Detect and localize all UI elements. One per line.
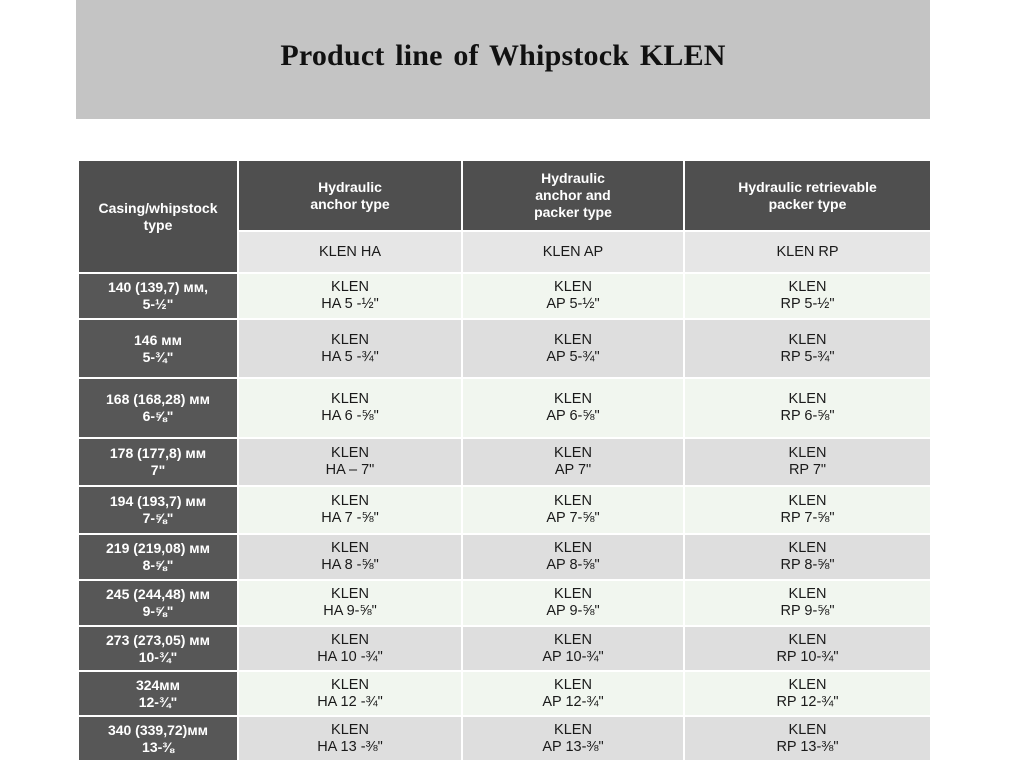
rp-cell-line: RP 7-⅝" xyxy=(780,510,835,526)
header-ap-line-2: anchor and xyxy=(535,187,611,203)
ap-cell-line: KLEN xyxy=(554,540,592,556)
rp-cell xyxy=(685,274,930,318)
ha-cell xyxy=(239,439,463,485)
ap-cell-line: AP 9-⅝" xyxy=(546,603,600,619)
ha-cell xyxy=(239,379,463,437)
ha-cell-line: KLEN xyxy=(331,493,369,509)
ha-cell xyxy=(239,320,463,377)
table-row xyxy=(79,715,930,760)
rp-cell-line: RP 5-¾" xyxy=(780,348,835,365)
casing-cell xyxy=(79,627,239,670)
rp-cell-line: KLEN xyxy=(788,279,827,295)
table-row xyxy=(79,579,930,625)
casing-cell-line: 5-½" xyxy=(142,296,174,312)
ap-cell xyxy=(463,487,685,533)
header-anchor-packer xyxy=(463,161,685,232)
ap-cell-line: AP 12-¾" xyxy=(542,693,604,710)
ap-cell-line: AP 5-½" xyxy=(546,296,600,312)
ap-cell xyxy=(463,320,685,377)
rp-cell-line: KLEN xyxy=(788,540,827,556)
ha-cell-line: KLEN xyxy=(331,586,369,602)
ap-cell-line: AP 6-⅝" xyxy=(546,408,600,424)
model-row xyxy=(239,232,930,272)
ap-cell xyxy=(463,439,685,485)
ha-cell xyxy=(239,672,463,715)
ap-cell xyxy=(463,581,685,625)
ap-cell-line: AP 10-¾" xyxy=(542,648,604,665)
ha-cell-line: HA – 7" xyxy=(325,462,375,478)
ha-cell xyxy=(239,274,463,318)
ha-cell-line: HA 6 -⅝" xyxy=(321,408,379,424)
rp-cell-line: KLEN xyxy=(788,676,827,693)
model-ap: KLEN AP xyxy=(463,232,685,272)
casing-cell-line: 9-⅝" xyxy=(142,603,174,619)
ha-cell-line: KLEN xyxy=(331,721,369,738)
ap-cell-line: AP 13-⅜" xyxy=(542,738,604,755)
ap-cell-line: KLEN xyxy=(554,279,592,295)
header-ap-line-1: Hydraulic xyxy=(541,170,605,186)
ha-cell-line: HA 5 -½" xyxy=(321,296,379,312)
rp-cell-line: RP 8-⅝" xyxy=(780,557,835,573)
ap-cell-line: AP 5-¾" xyxy=(546,348,600,365)
casing-cell-line: 340 (339,72)мм xyxy=(107,721,209,738)
header-retrievable-packer xyxy=(685,161,930,232)
ha-cell xyxy=(239,581,463,625)
rp-cell xyxy=(685,535,930,579)
ha-cell-line: KLEN xyxy=(331,391,369,407)
casing-cell-line: 8-⅝" xyxy=(142,557,174,573)
casing-cell-line: 7" xyxy=(150,462,166,478)
table-row xyxy=(79,272,930,318)
header-ap-line-3: packer type xyxy=(534,204,612,220)
rp-cell xyxy=(685,379,930,437)
ap-cell-line: KLEN xyxy=(554,631,592,648)
casing-cell-line: 5-¾" xyxy=(142,348,174,365)
header-hydraulic-anchor xyxy=(239,161,463,232)
model-rp: KLEN RP xyxy=(685,232,930,272)
ha-cell-line: HA 7 -⅝" xyxy=(321,510,379,526)
ha-cell-line: HA 8 -⅝" xyxy=(321,557,379,573)
ha-cell-line: KLEN xyxy=(331,631,369,648)
table-row xyxy=(79,437,930,485)
table-row xyxy=(79,625,930,670)
casing-cell-line: 219 (219,08) мм xyxy=(106,540,210,556)
casing-cell-line: 178 (177,8) мм xyxy=(109,445,207,461)
ap-cell xyxy=(463,379,685,437)
casing-cell-line: 13-⅜ xyxy=(142,738,174,755)
ha-cell xyxy=(239,487,463,533)
table-header xyxy=(79,161,930,272)
ha-cell xyxy=(239,535,463,579)
rp-cell-line: RP 10-¾" xyxy=(776,648,839,665)
ap-cell-line: KLEN xyxy=(554,676,592,693)
ha-cell-line: HA 5 -¾" xyxy=(321,348,379,365)
ap-cell-line: KLEN xyxy=(554,445,592,461)
casing-cell-line: 10-¾" xyxy=(138,648,178,665)
rp-cell-line: RP 5-½" xyxy=(780,296,835,312)
table-row xyxy=(79,377,930,437)
ha-cell-line: KLEN xyxy=(331,445,369,461)
rp-cell xyxy=(685,581,930,625)
rp-cell-line: RP 7" xyxy=(788,462,827,478)
rp-cell-line: KLEN xyxy=(788,493,827,509)
rp-cell xyxy=(685,672,930,715)
ap-cell xyxy=(463,627,685,670)
header-ha-line-1: Hydraulic xyxy=(318,178,382,195)
casing-cell-line: 324мм xyxy=(135,676,181,693)
ap-cell xyxy=(463,274,685,318)
casing-cell-line: 7-⅝" xyxy=(142,510,174,526)
rp-cell-line: KLEN xyxy=(788,631,827,648)
casing-cell-line: 6-⅝" xyxy=(142,408,174,424)
ap-cell-line: KLEN xyxy=(554,721,592,738)
casing-cell xyxy=(79,581,239,625)
rp-cell xyxy=(685,717,930,760)
table-row xyxy=(79,670,930,715)
header-ha-line-2: anchor type xyxy=(310,195,390,212)
title-banner xyxy=(76,0,930,119)
ap-cell-line: KLEN xyxy=(554,391,592,407)
ap-cell xyxy=(463,672,685,715)
casing-cell xyxy=(79,379,239,437)
ha-cell-line: HA 12 -¾" xyxy=(317,693,383,710)
casing-cell-line: 12-¾" xyxy=(138,693,178,710)
ha-cell-line: KLEN xyxy=(331,540,369,556)
ha-cell xyxy=(239,627,463,670)
ap-cell xyxy=(463,717,685,760)
casing-cell-line: 273 (273,05) мм xyxy=(106,631,210,648)
ha-cell-line: KLEN xyxy=(331,676,369,693)
rp-cell-line: RP 6-⅝" xyxy=(780,408,835,424)
ha-cell xyxy=(239,717,463,760)
table-body xyxy=(79,272,930,760)
page-title: Product line of Whipstock KLEN xyxy=(280,38,726,72)
casing-cell xyxy=(79,717,239,760)
ha-cell-line: HA 10 -¾" xyxy=(317,648,383,665)
casing-cell-line: 168 (168,28) мм xyxy=(106,391,210,407)
casing-cell-line: 146 мм xyxy=(134,331,182,348)
ap-cell-line: AP 7" xyxy=(554,462,592,478)
rp-cell-line: KLEN xyxy=(788,391,827,407)
rp-cell xyxy=(685,627,930,670)
table-row xyxy=(79,485,930,533)
header-casing-line-2: type xyxy=(143,216,173,233)
header-casing-type xyxy=(79,161,239,272)
header-casing-line-1: Casing/whipstock xyxy=(98,199,218,216)
ap-cell-line: KLEN xyxy=(554,331,592,348)
rp-cell-line: RP 12-¾" xyxy=(776,693,839,710)
ap-cell-line: KLEN xyxy=(554,586,592,602)
model-ha: KLEN HA xyxy=(239,232,463,272)
ap-cell-line: KLEN xyxy=(554,493,592,509)
ha-cell-line: KLEN xyxy=(331,279,369,295)
rp-cell-line: KLEN xyxy=(788,586,827,602)
ha-cell-line: KLEN xyxy=(331,331,369,348)
casing-cell xyxy=(79,320,239,377)
product-table xyxy=(79,161,930,760)
ap-cell-line: AP 7-⅝" xyxy=(546,510,600,526)
casing-cell-line: 245 (244,48) мм xyxy=(106,586,210,602)
ap-cell xyxy=(463,535,685,579)
rp-cell-line: KLEN xyxy=(788,721,827,738)
ha-cell-line: HA 13 -⅜" xyxy=(317,738,383,755)
casing-cell xyxy=(79,439,239,485)
rp-cell xyxy=(685,439,930,485)
rp-cell-line: KLEN xyxy=(788,331,827,348)
table-row xyxy=(79,533,930,579)
casing-cell xyxy=(79,535,239,579)
casing-cell xyxy=(79,672,239,715)
rp-cell-line: RP 9-⅝" xyxy=(780,603,835,619)
casing-cell xyxy=(79,274,239,318)
table-row xyxy=(79,318,930,377)
rp-cell xyxy=(685,320,930,377)
header-rp-line-1: Hydraulic retrievable xyxy=(738,178,877,195)
header-rp-line-2: packer type xyxy=(768,195,847,212)
rp-cell xyxy=(685,487,930,533)
rp-cell-line: RP 13-⅜" xyxy=(776,738,839,755)
casing-cell-line: 140 (139,7) мм, xyxy=(107,279,209,295)
rp-cell-line: KLEN xyxy=(788,445,827,461)
ha-cell-line: HA 9-⅝" xyxy=(323,603,377,619)
casing-cell-line: 194 (193,7) мм xyxy=(109,493,207,509)
ap-cell-line: AP 8-⅝" xyxy=(546,557,600,573)
casing-cell xyxy=(79,487,239,533)
